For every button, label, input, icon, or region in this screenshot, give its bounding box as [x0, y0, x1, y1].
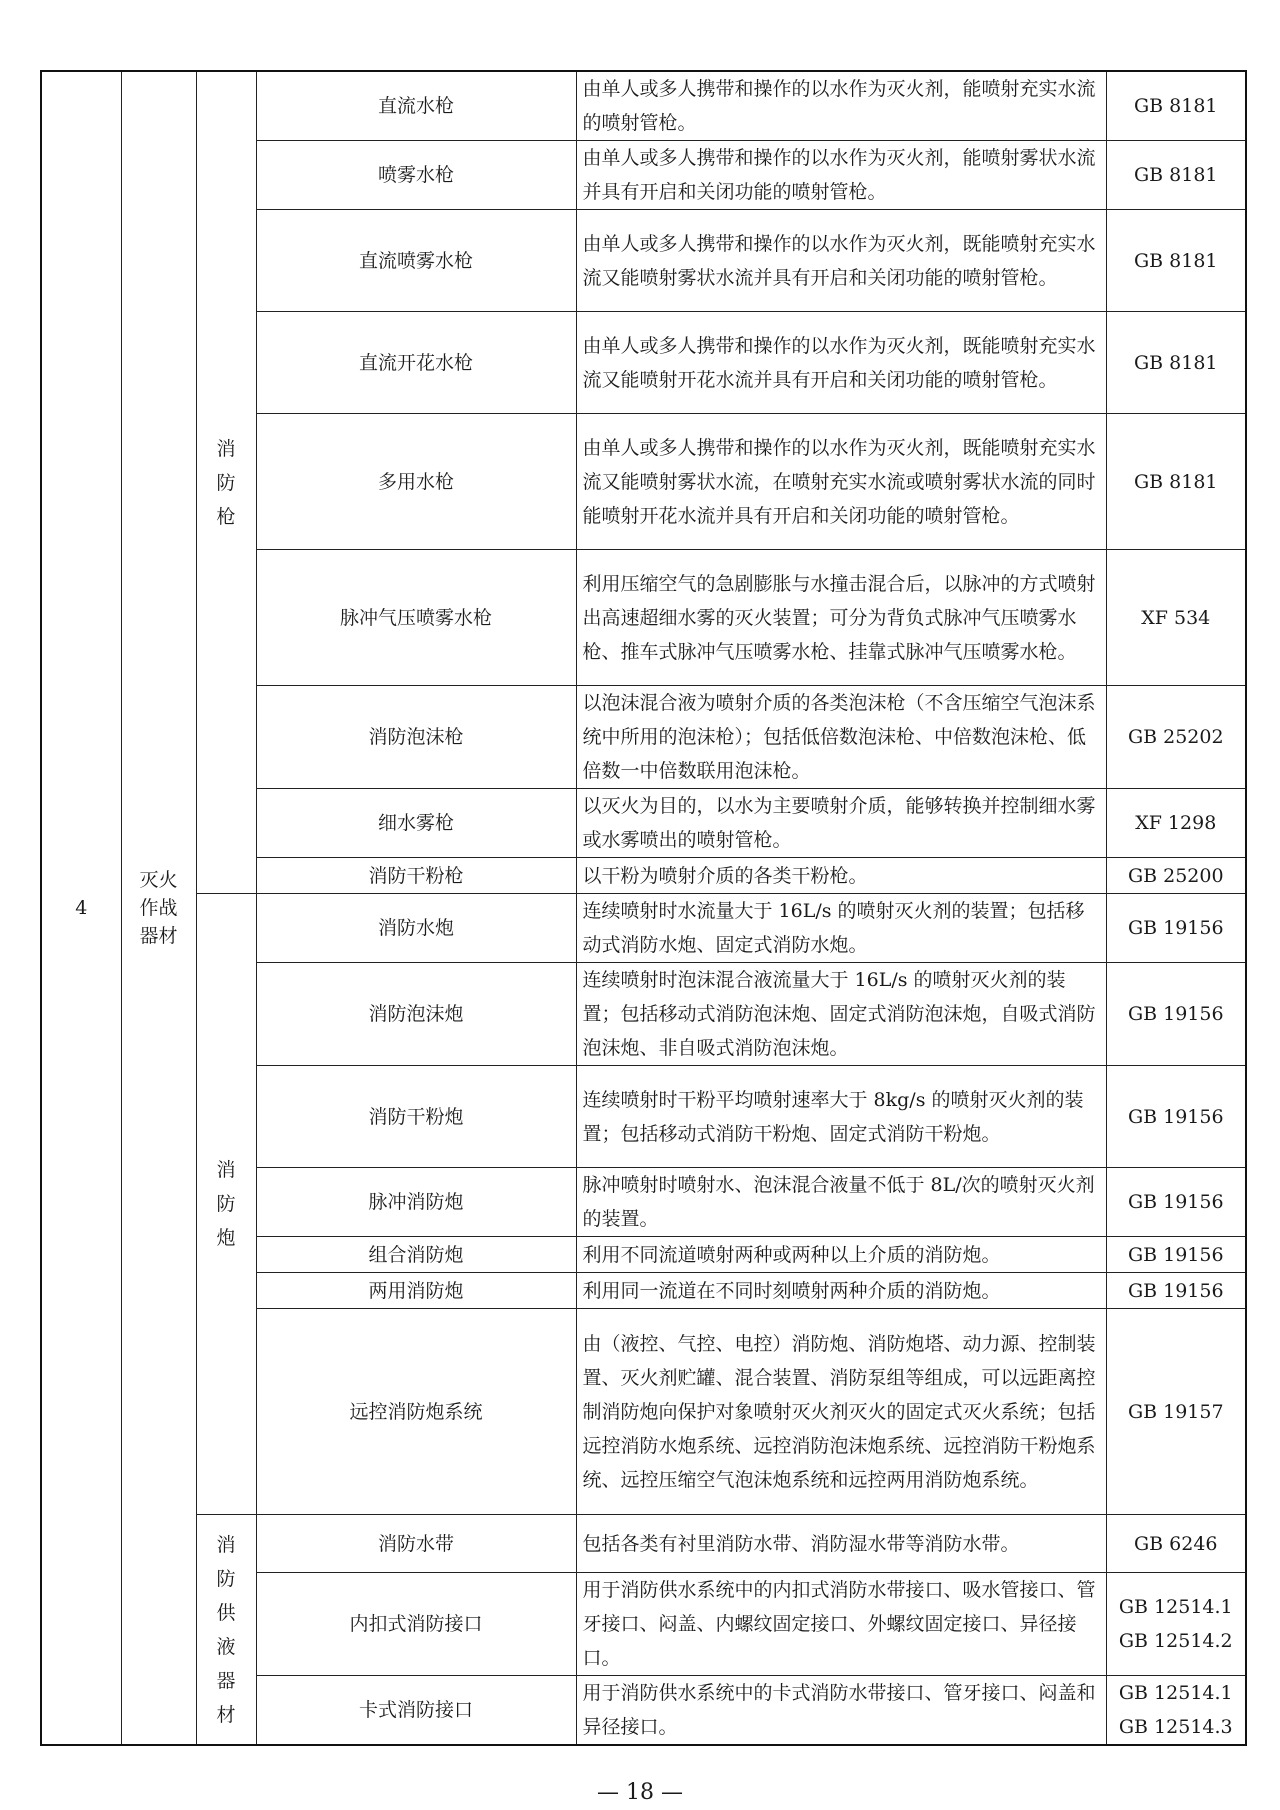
standard-code [1106, 1309, 1246, 1515]
equipment-name: 组合消防炮 [256, 1237, 576, 1273]
item-number-cell [41, 71, 121, 1745]
equipment-name: 消防干粉炮 [256, 1066, 576, 1168]
equipment-name: 喷雾水枪 [256, 141, 576, 210]
standard-code [1106, 1237, 1246, 1273]
equipment-description: 连续喷射时干粉平均喷射速率大于 8kg/s 的喷射灭火剂的装置；包括移动式消防干粉炮、固定式消防干粉炮。 [576, 1066, 1106, 1168]
standard-code [1106, 686, 1246, 789]
equipment-name: 消防水带 [256, 1515, 576, 1573]
equipment-name: 消防干粉枪 [256, 858, 576, 894]
standard-code [1106, 550, 1246, 686]
standard-code [1106, 1676, 1246, 1746]
equipment-description: 由（液控、气控、电控）消防炮、消防炮塔、动力源、控制装置、灭火剂贮罐、混合装置、消防泵组等组成，可以远距离控制消防炮向保护对象喷射灭火剂灭火的固定式灭火系统；包括远控消防水炮系统、远控消防泡沫炮系统、远控消防干粉炮系统、远控压缩空气泡沫炮系统和远控两用消防炮系统。 [576, 1309, 1106, 1515]
equipment-name: 远控消防炮系统 [256, 1309, 576, 1515]
equipment-name: 两用消防炮 [256, 1273, 576, 1309]
standard-code [1106, 414, 1246, 550]
standard-code [1106, 789, 1246, 858]
standard-code-line: GB 19156 [1127, 1243, 1224, 1266]
equipment-description: 由单人或多人携带和操作的以水作为灭火剂，既能喷射充实水流又能喷射雾状水流并具有开启和关闭功能的喷射管枪。 [576, 210, 1106, 312]
standard-code-line: XF 534 [1141, 606, 1211, 629]
table-row [41, 71, 1246, 141]
standard-code-line: GB 19156 [1127, 917, 1224, 939]
standard-code [1106, 71, 1246, 141]
equipment-description: 由单人或多人携带和操作的以水作为灭火剂，既能喷射充实水流又能喷射开花水流并具有开启和关闭功能的喷射管枪。 [576, 312, 1106, 414]
equipment-description: 以泡沫混合液为喷射介质的各类泡沫枪（不含压缩空气泡沫系统中所用的泡沫枪）；包括低倍数泡沫枪、中倍数泡沫枪、低倍数一中倍数联用泡沫枪。 [576, 686, 1106, 789]
spec-table [40, 70, 1247, 1746]
standard-code-line: GB 12514.3 [1118, 1716, 1233, 1738]
equipment-description: 利用压缩空气的急剧膨胀与水撞击混合后，以脉冲的方式喷射出高速超细水雾的灭火装置；可分为背负式脉冲气压喷雾水枪、推车式脉冲气压喷雾水枪、挂靠式脉冲气压喷雾水枪。 [576, 550, 1106, 686]
equipment-name: 消防水炮 [256, 894, 576, 963]
item-number: 4 [75, 897, 88, 919]
equipment-name: 脉冲消防炮 [256, 1168, 576, 1237]
equipment-name: 卡式消防接口 [256, 1676, 576, 1746]
equipment-description: 包括各类有衬里消防水带、消防湿水带等消防水带。 [576, 1515, 1106, 1573]
table-row [41, 894, 1246, 963]
standard-code-line: GB 12514.1 [1118, 1682, 1233, 1704]
standard-code-line: GB 8181 [1133, 164, 1218, 186]
standard-code [1106, 1573, 1246, 1676]
standard-code-line: GB 8181 [1133, 95, 1218, 117]
equipment-description: 连续喷射时泡沫混合液流量大于 16L/s 的喷射灭火剂的装置；包括移动式消防泡沫炮、固定式消防泡沫炮，自吸式消防泡沫炮、非自吸式消防泡沫炮。 [576, 963, 1106, 1066]
standard-code-line: GB 6246 [1133, 1532, 1218, 1555]
standard-code [1106, 894, 1246, 963]
equipment-description: 连续喷射时水流量大于 16L/s 的喷射灭火剂的装置；包括移动式消防水炮、固定式消防水炮。 [576, 894, 1106, 963]
standard-code-line: GB 19156 [1127, 1003, 1224, 1025]
standard-code [1106, 1066, 1246, 1168]
standard-code-line: GB 8181 [1133, 351, 1218, 374]
standard-code-line: GB 12514.1 [1118, 1596, 1233, 1618]
group-cell-fire-guns [196, 71, 256, 894]
standard-code-line: GB 8181 [1133, 470, 1218, 493]
equipment-description: 利用同一流道在不同时刻喷射两种介质的消防炮。 [576, 1273, 1106, 1309]
equipment-name: 消防泡沫炮 [256, 963, 576, 1066]
group-cell-fluid-supply [196, 1515, 256, 1746]
standard-code-line: GB 19157 [1127, 1400, 1224, 1423]
category-cell [121, 71, 196, 1745]
equipment-description: 以干粉为喷射介质的各类干粉枪。 [576, 858, 1106, 894]
standard-code [1106, 210, 1246, 312]
standard-code-line: GB 19156 [1127, 1105, 1224, 1128]
equipment-description: 由单人或多人携带和操作的以水作为灭火剂，能喷射充实水流的喷射管枪。 [576, 71, 1106, 141]
standard-code [1106, 141, 1246, 210]
standard-code [1106, 963, 1246, 1066]
group-label: 消防炮 [216, 1159, 236, 1249]
equipment-name: 多用水枪 [256, 414, 576, 550]
equipment-description: 利用不同流道喷射两种或两种以上介质的消防炮。 [576, 1237, 1106, 1273]
group-label: 消防枪 [216, 437, 236, 528]
standard-code [1106, 1168, 1246, 1237]
standard-code-line: GB 19156 [1127, 1191, 1224, 1213]
standard-code-line: GB 19156 [1127, 1279, 1224, 1302]
equipment-name: 直流喷雾水枪 [256, 210, 576, 312]
standard-code-line: GB 12514.2 [1118, 1630, 1233, 1652]
equipment-description: 用于消防供水系统中的内扣式消防水带接口、吸水管接口、管牙接口、闷盖、内螺纹固定接口、外螺纹固定接口、异径接口。 [576, 1573, 1106, 1676]
standard-code-line: GB 25202 [1127, 726, 1224, 748]
standard-code [1106, 858, 1246, 894]
standard-code-line: XF 1298 [1135, 812, 1217, 834]
equipment-name: 细水雾枪 [256, 789, 576, 858]
equipment-name: 内扣式消防接口 [256, 1573, 576, 1676]
equipment-description: 脉冲喷射时喷射水、泡沫混合液量不低于 8L/次的喷射灭火剂的装置。 [576, 1168, 1106, 1237]
equipment-description: 由单人或多人携带和操作的以水作为灭火剂，能喷射雾状水流并具有开启和关闭功能的喷射管枪。 [576, 141, 1106, 210]
table-row [41, 1515, 1246, 1573]
page-number: — 18 — [597, 1780, 683, 1805]
equipment-name: 脉冲气压喷雾水枪 [256, 550, 576, 686]
category-label: 灭火作战器材 [139, 869, 178, 947]
standard-code-line: GB 8181 [1133, 249, 1218, 272]
group-label: 消防供液器材 [216, 1533, 236, 1726]
standard-code-line: GB 25200 [1127, 864, 1224, 887]
standard-code [1106, 1273, 1246, 1309]
equipment-name: 直流开花水枪 [256, 312, 576, 414]
equipment-description: 以灭火为目的，以水为主要喷射介质，能够转换并控制细水雾或水雾喷出的喷射管枪。 [576, 789, 1106, 858]
standard-code [1106, 312, 1246, 414]
equipment-description: 用于消防供水系统中的卡式消防水带接口、管牙接口、闷盖和异径接口。 [576, 1676, 1106, 1746]
group-cell-fire-monitors [196, 894, 256, 1515]
standard-code [1106, 1515, 1246, 1573]
equipment-name: 直流水枪 [256, 71, 576, 141]
equipment-name: 消防泡沫枪 [256, 686, 576, 789]
equipment-description: 由单人或多人携带和操作的以水作为灭火剂，既能喷射充实水流又能喷射雾状水流，在喷射充实水流或喷射雾状水流的同时能喷射开花水流并具有开启和关闭功能的喷射管枪。 [576, 414, 1106, 550]
